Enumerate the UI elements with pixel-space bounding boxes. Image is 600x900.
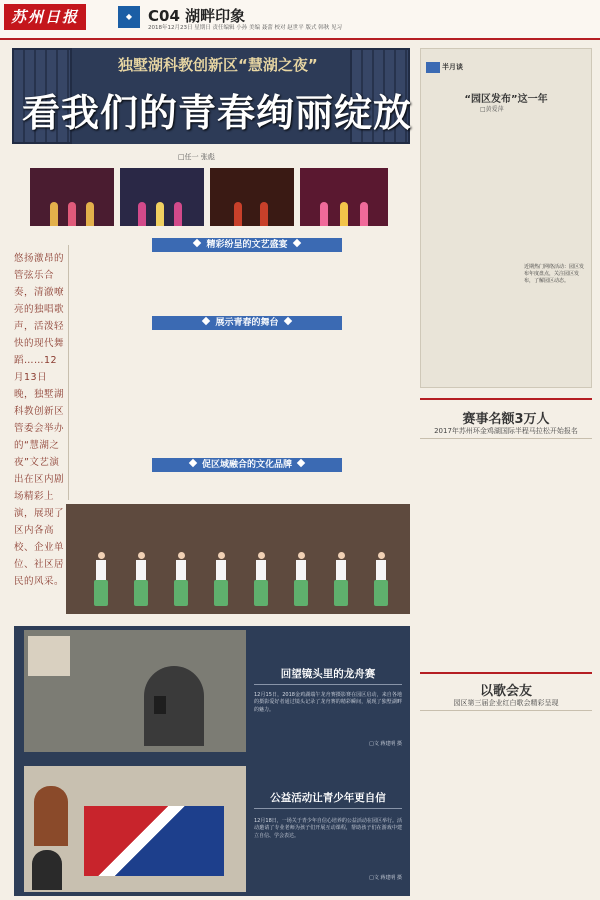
panel-title: 公益活动让青少年更自信 [270, 792, 386, 804]
performer-figure [320, 202, 328, 226]
body-text [186, 333, 290, 451]
news-subheadline: 2017年苏州环金鸡湖国际半程马拉松开始报名 [434, 427, 578, 435]
dancer-figure [96, 552, 106, 608]
panel-title: 回望镜头里的龙舟赛 [280, 668, 376, 680]
section-heading: 促区域融合的文化品牌 [152, 458, 342, 472]
dancer-figure [256, 552, 266, 608]
photographer-figure [144, 666, 204, 746]
news-subheadline: 园区第三届企业红白歌会精彩呈现 [453, 699, 559, 707]
panel-body: 12月18日，一场关于青少年自信心培养的公益活动在园区举行。活动邀请了专业老师为孩子们开展互动课程，帮助孩子们在游戏中建立自信、学会表达。 [254, 818, 402, 839]
dancer-figure [336, 552, 346, 608]
dancer-figure [216, 552, 226, 608]
dancer-figure [376, 552, 386, 608]
ad-notice: 近期热门网络活动：园区发布年度盘点，关注园区发布，了解园区动态。 [524, 264, 585, 284]
child-figure [34, 786, 68, 846]
dance-stage-photo [66, 504, 410, 614]
body-text [14, 504, 62, 614]
page-title: C04 湖畔印象 [148, 7, 246, 25]
performer-figure [260, 202, 268, 226]
camera-icon [154, 696, 166, 714]
body-text [186, 475, 290, 501]
performer-figure [86, 202, 94, 226]
column-divider [68, 245, 69, 500]
body-text [424, 716, 504, 894]
feature-lead: 悠扬激昂的管弦乐合奏，清澈嘹亮的独唱歌声，活泼轻快的现代舞蹈……12月13日晚，独墅湖科教创新区管委会举办的“慧湖之夜”文艺演出在区内剧场精彩上演，展现了区内各高校、企业单位、社区居民的风采。 [14, 253, 65, 587]
dancer-figure [296, 552, 306, 608]
performer-figure [68, 202, 76, 226]
body-text [74, 333, 178, 451]
feature-byline: □任一 张彪 [178, 153, 215, 161]
section-heading: 展示青春的舞台 [152, 316, 342, 330]
body-text [298, 475, 406, 501]
section-rule [420, 672, 592, 674]
inset-photo [28, 636, 70, 676]
tag-icon [426, 62, 440, 73]
performer-figure [50, 202, 58, 226]
column-title: “园区发布”这一年 [464, 94, 548, 105]
column-author: □黄爱萍 [480, 106, 504, 113]
contact-info [510, 630, 590, 664]
stage-photo [210, 168, 294, 226]
body-text [510, 444, 590, 624]
body-text [424, 444, 504, 666]
dancer-figure [176, 552, 186, 608]
activity-photo [24, 766, 246, 892]
section-rule [420, 398, 592, 400]
divider [420, 710, 592, 711]
panel-body: 12月15日，2018金鸡湖端午龙舟赛摄影赛在园区启动，来自各地的摄影爱好者通过镜头记录了龙舟赛的精彩瞬间，展现了独墅湖畔的魅力。 [254, 692, 402, 713]
camera-photo [24, 630, 246, 752]
performer-figure [156, 202, 164, 226]
panel-divider [254, 684, 402, 685]
seal-icon: ◆ [118, 6, 140, 28]
performer-figure [340, 202, 348, 226]
stage-photo [120, 168, 204, 226]
body-text [298, 333, 406, 451]
newspaper-logo: 苏州日报 [4, 4, 86, 30]
news-headline: 以歌会友 [479, 684, 532, 699]
panel-signature: □文 蒋建明 摄 [369, 875, 402, 881]
performer-figure [360, 202, 368, 226]
section-heading: 精彩纷呈的文艺盛宴 [152, 238, 342, 252]
flag-drawing [84, 806, 224, 876]
feature-headline: 看我们的青春绚丽绽放 [22, 90, 413, 135]
divider [420, 438, 592, 439]
performer-figure [138, 202, 146, 226]
panel-divider [254, 808, 402, 809]
panel-signature: □文 蒋建明 摄 [369, 741, 402, 747]
masthead [0, 0, 600, 40]
dancer-figure [136, 552, 146, 608]
body-text [510, 116, 588, 260]
child-figure [32, 850, 62, 890]
performer-figure [234, 202, 242, 226]
dateline: 2018年12月23日 星期日 责任编辑 小孙 美编 聂蕾 校对 赵世平 版式 韩秋 见习 [148, 25, 342, 31]
performer-figure [174, 202, 182, 226]
body-text [426, 116, 504, 380]
news-headline: 赛事名额3万人 [462, 412, 550, 427]
body-text [74, 475, 178, 501]
stage-photo [300, 168, 388, 226]
stage-photo [30, 168, 114, 226]
column-tag: 半月谈 [442, 63, 463, 71]
body-text [510, 716, 590, 894]
feature-kicker: 独墅湖科教创新区“慧湖之夜” [118, 56, 318, 74]
